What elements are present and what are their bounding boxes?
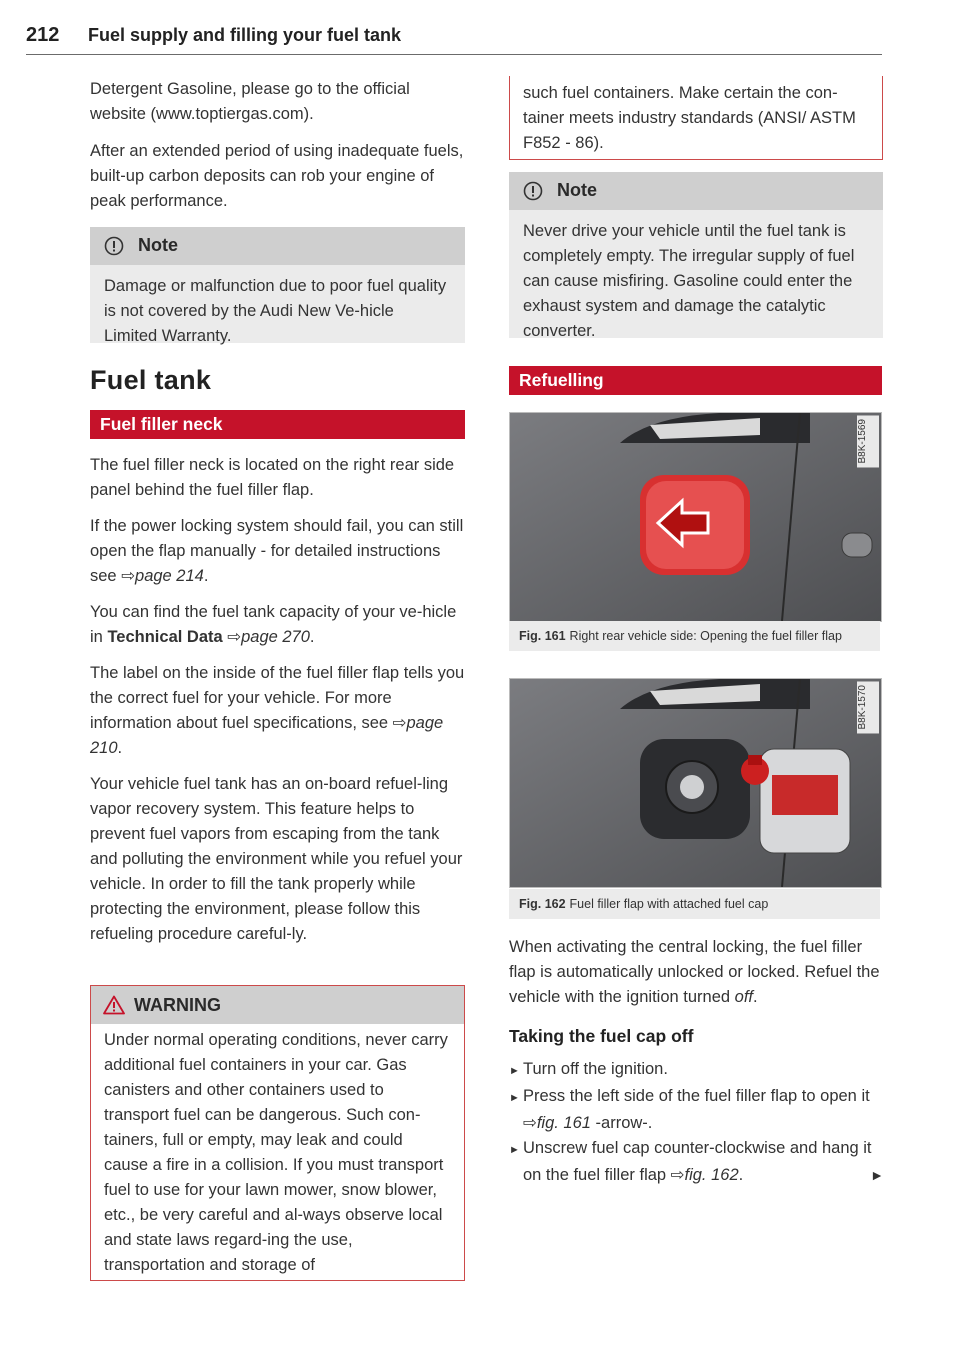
capacity-paragraph: You can find the fuel tank capacity of your ve-hicle in Technical Data ⇨page 270.	[90, 603, 457, 646]
bullet-triangle-icon: ►	[509, 1065, 520, 1077]
arrow-right-icon: ⇨	[670, 1166, 685, 1184]
note-text: Never drive your vehicle until the fuel tank is completely empty. The irregular supply of fuel can cause misfiring. Gasoline could enter the exhaust system and damage the catalytic converter.	[523, 222, 855, 340]
note-header	[509, 172, 883, 210]
arrow-right-icon: ⇨	[392, 714, 407, 732]
figure-reference-link[interactable]: fig. 161	[536, 1114, 591, 1132]
arrow-right-icon: ⇨	[121, 567, 136, 585]
section-title-fuel-tank: Fuel tank	[90, 365, 212, 395]
warning-continued-text: such fuel containers. Make certain the con-tainer meets industry standards (ANSI/ ASTM F852 - 86).	[523, 84, 856, 152]
figure-162-image	[509, 678, 882, 888]
filler-neck-paragraph: The fuel filler neck is located on the right rear side panel behind the fuel filler flap.	[90, 456, 455, 499]
bullet-triangle-icon: ►	[509, 1144, 520, 1156]
header-title: Fuel supply and filling your fuel tank	[88, 25, 402, 45]
figure-code: B8K-1570	[857, 681, 879, 733]
note-box	[90, 227, 465, 343]
subsection-title-fuel-filler-neck: Fuel filler neck	[90, 410, 465, 439]
subheading-taking-fuel-cap-off: Taking the fuel cap off	[509, 1026, 694, 1046]
page-reference-link[interactable]: page 214	[135, 567, 204, 585]
info-icon	[104, 236, 124, 256]
continue-arrow-icon: ►	[870, 1167, 884, 1183]
figure-162-caption: Fig. 162 Fuel filler flap with attached fuel cap	[509, 889, 880, 919]
fuel-flap-open-illustration	[510, 679, 881, 887]
warning-header	[91, 986, 464, 1024]
arrow-right-icon: ⇨	[523, 1114, 537, 1132]
warning-text: Under normal operating conditions, never carry additional fuel containers in your car. Gas canisters and other containers used to transport fuel can be dangerous. Such con-tainers, full or empty, may leak and could cause a fire in a collision. If you must transport fuel to use for your lawn mower, snow blower, etc., be very careful and al-ways observe local and state laws regard-ing the use, transportation and storage of	[104, 1031, 448, 1274]
page-number: 212	[26, 24, 60, 46]
warning-box	[90, 985, 465, 1281]
list-item: ► Turn off the ignition.	[509, 1057, 884, 1084]
fuel-flap-closed-illustration	[510, 413, 881, 621]
figure-reference-link[interactable]: fig. 162	[684, 1166, 739, 1184]
warning-label: WARNING	[134, 995, 221, 1015]
note-text: Damage or malfunction due to poor fuel quality is not covered by the Audi New Ve-hicle Limited Warranty.	[104, 277, 447, 345]
label-paragraph: The label on the inside of the fuel filler flap tells you the correct fuel for your vehicle. For more information about fuel specifications, see ⇨page 210.	[90, 664, 465, 757]
warning-triangle-icon	[103, 995, 125, 1015]
section-title-refuelling: Refuelling	[509, 366, 882, 395]
note-box	[509, 172, 883, 338]
page-header	[26, 22, 882, 55]
figure-161-image	[509, 412, 882, 622]
intro-paragraph-2: After an extended period of using inadequate fuels, built-up carbon deposits can rob your engine of peak performance.	[90, 142, 464, 210]
note-header	[90, 227, 465, 265]
central-locking-paragraph: When activating the central locking, the fuel filler flap is automatically unlocked or locked. Refuel the vehicle with the ignition turned off.	[509, 938, 880, 1006]
figure-code: B8K-1569	[857, 415, 879, 467]
power-locking-paragraph: If the power locking system should fail, you can still open the flap manually - for detailed instructions see ⇨page 214.	[90, 517, 464, 585]
page-reference-link[interactable]: page 270	[241, 628, 310, 646]
vapor-recovery-paragraph: Your vehicle fuel tank has an on-board refuel-ling vapor recovery system. This feature helps to prevent fuel vapors from escaping from the tank and polluting the environment while you refuel your vehicle. In order to fill the tank properly while protecting the environment, please follow this refueling procedure careful-ly.	[90, 775, 463, 943]
bullet-triangle-icon: ►	[509, 1092, 520, 1104]
instruction-list	[509, 1057, 884, 1187]
figure-161-caption: Fig. 161 Right rear vehicle side: Opening the fuel filler flap	[509, 621, 880, 651]
info-icon	[523, 181, 543, 201]
list-item: ► Unscrew fuel cap counter-clockwise and hang it on the fuel filler flap ⇨fig. 162.	[509, 1139, 872, 1184]
list-item: ► Press the left side of the fuel filler flap to open it ⇨fig. 161 -arrow-.	[509, 1087, 870, 1132]
intro-paragraph-1: Detergent Gasoline, please go to the official website (www.toptiergas.com).	[90, 80, 410, 123]
note-label: Note	[557, 180, 597, 200]
warning-continued-box	[509, 76, 883, 160]
page-reference-link[interactable]: page 210	[90, 714, 444, 757]
note-label: Note	[138, 235, 178, 255]
arrow-right-icon: ⇨	[227, 628, 242, 646]
